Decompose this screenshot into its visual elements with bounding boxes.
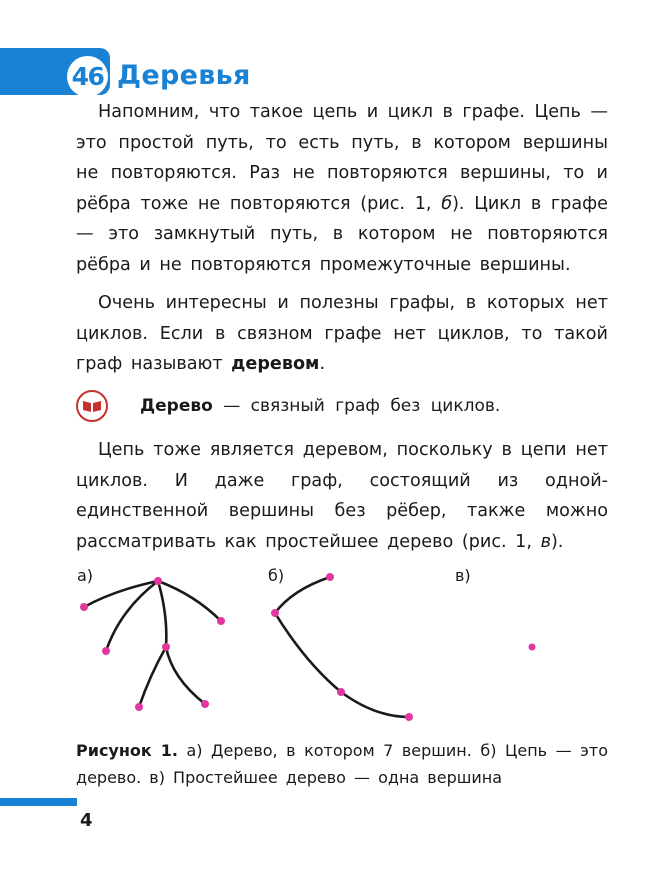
figure-caption [76,737,608,791]
figure-label-c: в) [455,566,471,585]
page-title: Деревья [117,60,251,91]
caption-text: а) Дерево, в котором 7 вершин. б) Цепь — это дерево. в) Простейшее дерево — одна вершина [76,741,608,787]
caption-label: Рисунок 1. [76,741,178,760]
paragraph-trees-end: . [319,354,326,374]
lesson-number: 46 [71,62,104,91]
figure-ref-b: б [441,193,453,214]
footer-accent-bar [0,798,77,806]
paragraph-trees-text: Очень интересны и полезны графы, в которых нет циклов. Если в связном графе нет циклов, то такой граф называют [76,293,608,374]
figure-label-a: а) [77,566,94,585]
single-vertex-c [529,644,536,651]
figure-ref-v: в [540,531,551,552]
term-tree: деревом [231,354,320,374]
definition-body: — связный граф без циклов. [212,396,501,416]
paragraph-chain-text: Цепь тоже является деревом, поскольку в цепи нет циклов. И даже граф, состоящий из одной-единственной вершины без рёбер, также можно рассматривать как простейшее дерево (рис. 1, [76,440,608,552]
chain-b [275,577,409,717]
paragraph-intro-tail: ). Цикл в графе — это замкнутый путь, в котором не повторяются рёбра и не повторяются промежуточные вершины. [76,193,608,275]
figure-label-b: б) [268,566,285,585]
paragraph-chain-end: ). [550,531,564,552]
paragraph-intro-text: Напомним, что такое цепь и цикл в графе. Цепь — это простой путь, то есть путь, в котором вершины не повторяются. Раз не повторяются вершины, то и рёбра тоже не повторяются (рис. 1, [76,102,608,214]
definition-term: Дерево [140,396,213,416]
tree-a [84,581,221,707]
page-number: 4 [80,810,93,831]
